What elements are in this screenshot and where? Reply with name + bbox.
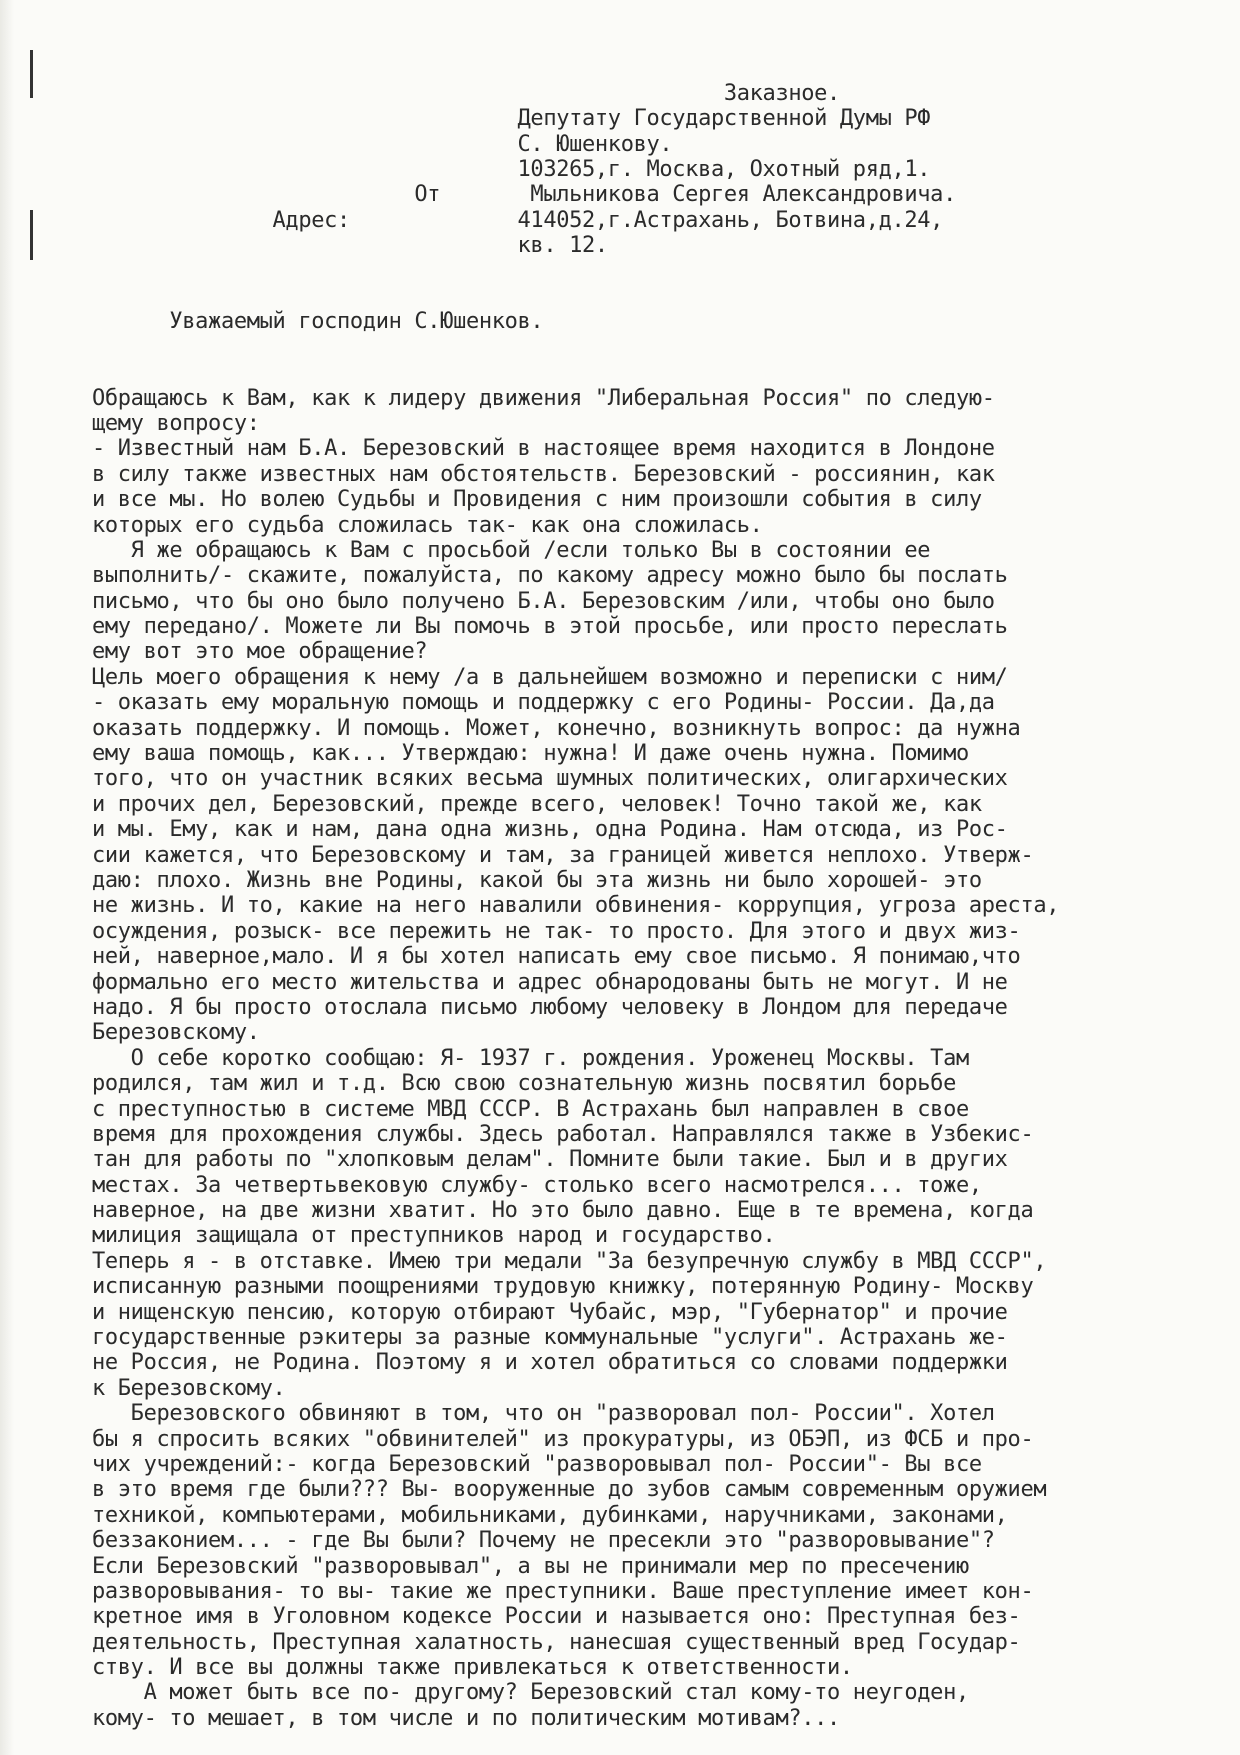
body-line: Березовскому. [92,1020,260,1046]
body-line: А может быть все по- другому? Березовский стал кому-то неугоден, [92,1680,969,1706]
body-line: ему передано/. Можете ли Вы помочь в этой просьбе, или просто переслать [92,614,1008,640]
body-line: Обращаюсь к Вам, как к лидеру движения "Либеральная Россия" по следую- [92,385,995,411]
body-line: разворовывания- то вы- такие же преступники. Ваше преступление имеет кон- [92,1578,1034,1604]
body-line: оказать поддержку. И помощь. Может, конечно, возникнуть вопрос: да нужна [92,715,1021,741]
body-line: которых его судьба сложилась так- как она сложилась. [92,512,763,538]
header-line: Адрес: 414052,г.Астрахань, Ботвина,д.24, [92,207,944,233]
body-line: техникой, компьютерами, мобильниками, дубинками, наручниками, законами, [92,1502,1008,1528]
header-line: Заказное. [92,80,840,106]
body-line: даю: плохо. Жизнь вне Родины, какой бы эта жизнь ни было хорошей- это [92,867,982,893]
body-line: не Россия, не Родина. Поэтому я и хотел обратиться со словами поддержки [92,1350,1008,1376]
body-line: исписанную разными поощрениями трудовую книжку, потерянную Родину- Москву [92,1274,1034,1300]
body-line: бы я спросить всяких "обвинителей" из прокуратуры, из ОБЭП, из ФСБ и про- [92,1426,1034,1452]
letter-salutation: Уважаемый господин С.Юшенков. [92,309,544,335]
body-line: милиция защищала от преступников народ и государство. [92,1223,776,1249]
header-line: кв. 12. [92,233,608,259]
body-line: Цель моего обращения к нему /а в дальнейшем возможно и переписки с ним/ [92,664,1008,690]
body-line: Теперь я - в отставке. Имею три медали "За безупречную службу в МВД СССР", [92,1248,1047,1274]
body-line: ней, наверное,мало. И я бы хотел написать ему свое письмо. Я понимаю,что [92,944,1021,970]
body-line: Березовского обвиняют в том, что он "разворовал пол- России". Хотел [92,1401,995,1427]
body-line: и нищенскую пенсию, которую отбирают Чубайс, мэр, "Губернатор" и прочие [92,1299,1008,1325]
body-line: Если Березовский "разворовывал", а вы не принимали мер по пресечению [92,1553,969,1579]
body-line: сии кажется, что Березовскому и там, за границей живется неплохо. Утверж- [92,842,1034,868]
body-line: письмо, что бы оно было получено Б.А. Березовским /или, чтобы оно было [92,588,995,614]
body-line: родился, там жил и т.д. Всю свою сознательную жизнь посвятил борьбе [92,1071,956,1097]
body-line: и все мы. Но волею Судьбы и Провидения с ним произошли события в силу [92,487,982,513]
body-line: и мы. Ему, как и нам, дана одна жизнь, одна Родина. Нам отсюда, из Рос- [92,817,1008,843]
body-line: - Известный нам Б.А. Березовский в настоящее время находится в Лондоне [92,436,995,462]
body-line: осуждения, розыск- все пережить не так- то просто. Для этого и двух жиз- [92,918,1021,944]
body-line: в это время где были??? Вы- вооруженные до зубов самым современным оружием [92,1477,1047,1503]
body-line: ему ваша помощь, как... Утверждаю: нужна! И даже очень нужна. Помимо [92,741,969,767]
body-line: того, что он участник всяких весьма шумных политических, олигархических [92,766,1008,792]
header-line: С. Юшенкову. [92,131,673,157]
body-line: в силу также известных нам обстоятельств. Березовский - россиянин, как [92,461,995,487]
body-line: кретное имя в Уголовном кодексе России и называется оно: Преступная без- [92,1604,1021,1630]
letter-body [92,386,1232,1732]
typed-letter [92,30,1232,1755]
body-line: время для прохождения службы. Здесь работал. Направлялся также в Узбекис- [92,1121,1034,1147]
body-line: тан для работы по "хлопковым делам". Помните были такие. Был и в других [92,1147,1008,1173]
letter-header [92,81,1232,259]
body-line: и прочих дел, Березовский, прежде всего, человек! Точно такой же, как [92,791,982,817]
header-line: От Мыльникова Сергея Александровича. [92,182,956,208]
body-line: с преступностью в системе МВД СССР. В Астрахань был направлен в свое [92,1096,969,1122]
body-line: местах. За четвертьвековую службу- столько всего насмотрелся... тоже, [92,1172,982,1198]
header-line: 103265,г. Москва, Охотный ряд,1. [92,156,931,182]
body-line: Я же обращаюсь к Вам с просьбой /если только Вы в состоянии ее [92,537,931,563]
body-line: государственные рэкитеры за разные коммунальные "услуги". Астрахань же- [92,1325,1008,1351]
body-line: не жизнь. И то, какие на него навалили обвинения- коррупция, угроза ареста, [92,893,1060,919]
body-line: ему вот это мое обращение? [92,639,428,665]
body-line: к Березовскому. [92,1375,286,1401]
punch-mark-bottom [30,210,33,260]
body-line: деятельность, Преступная халатность, нанесшая существенный вред Государ- [92,1629,1021,1655]
body-line: надо. Я бы просто отослала письмо любому человеку в Лондом для передаче [92,994,1008,1020]
body-line: чих учреждений:- когда Березовский "разворовывал пол- России"- Вы все [92,1451,982,1477]
header-line: Депутату Государственной Думы РФ [92,106,931,132]
punch-mark-top [30,50,33,98]
body-line: формально его место жительства и адрес обнародованы быть не могут. И не [92,969,1008,995]
body-line: наверное, на две жизни хватит. Но это было давно. Еще в те времена, когда [92,1198,1034,1224]
body-line: О себе коротко сообщаю: Я- 1937 г. рождения. Уроженец Москвы. Там [92,1045,969,1071]
body-line: щему вопросу: [92,410,260,436]
body-line: - оказать ему моральную помощь и поддержку с его Родины- России. Да,да [92,690,995,716]
body-line: кому- то мешает, в том числе и по политическим мотивам?... [92,1705,840,1731]
body-line: беззаконием... - где Вы были? Почему не пресекли это "разворовывание"? [92,1528,995,1554]
body-line: ству. И все вы должны также привлекаться к ответственности. [92,1655,853,1681]
body-line: выполнить/- скажите, пожалуйста, по какому адресу можно было бы послать [92,563,1008,589]
paper-edge [0,0,14,1755]
